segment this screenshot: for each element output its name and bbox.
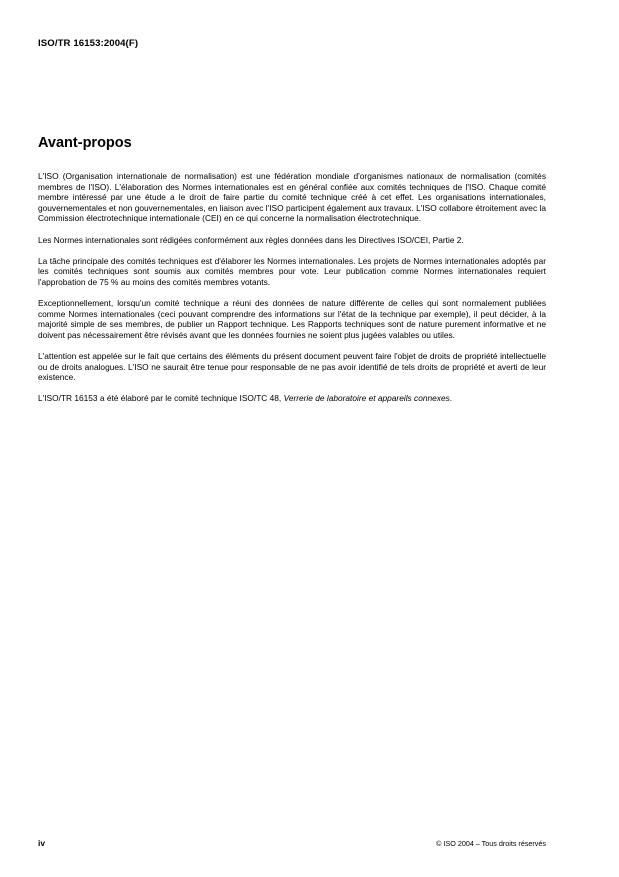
- paragraph-directives: Les Normes internationales sont rédigées conformément aux règles données dans les Directives ISO/CEI, Partie 2.: [38, 234, 464, 245]
- paragraph-patent-rights: L'attention est appelée sur le fait que certains des éléments du présent document peuvent faire l'objet de droits de propriété intellectuelle ou de droits analogues. L'ISO ne saurait être tenue pour responsable de ne pas avoir identifié de tels droits de propriété et averti de leur existence.: [38, 351, 546, 383]
- copyright-notice: © ISO 2004 – Tous droits réservés: [436, 839, 546, 848]
- paragraph-committee-responsible: [38, 393, 546, 404]
- paragraph-technical-committees: La tâche principale des comités techniques est d'élaborer les Normes internationales. Les projets de Normes internationales adoptés par les comités techniques sont soumis aux comités membres pour vote. Leur publication comme Normes internationales requiert l'approbation de 75 % au moins des comités membres votants.: [38, 255, 546, 287]
- page-title: Avant-propos: [38, 135, 132, 151]
- document-id: ISO/TR 16153:2004(F): [38, 38, 139, 49]
- page-number: iv: [38, 838, 45, 848]
- committee-statement-end: .: [449, 393, 453, 404]
- committee-statement: L'ISO/TR 16153 a été élaboré par le comité technique ISO/TC 48,: [38, 393, 284, 404]
- committee-title: Verrerie de laboratoire et appareils connexes: [283, 393, 450, 404]
- foreword-body: [38, 171, 546, 404]
- paragraph-iso-organisation: L'ISO (Organisation internationale de normalisation) est une fédération mondiale d'organismes nationaux de normalisation (comités membres de l'ISO). L'élaboration des Normes internationales est en général confiée aux comités techniques de l'ISO. Chaque comité membre intéressé par une étude a le droit de faire partie du comité technique créé à cet effet. Les organisations internationales, gouvernementales et non gouvernementales, en liaison avec l'ISO participent également aux travaux. L'ISO collabore étroitement avec la Commission électrotechnique internationale (CEI) en ce qui concerne la normalisation électrotechnique.: [38, 171, 546, 224]
- paragraph-technical-reports: Exceptionnellement, lorsqu'un comité technique a réuni des données de nature différente de celles qui sont normalement publiées comme Normes internationales (ceci pouvant comprendre des informations sur l'état de la technique par exemple), il peut décider, à la majorité simple de ses membres, de publier un Rapport technique. Les Rapports techniques sont de nature purement informative et ne doivent pas nécessairement être révisés avant que les données fournies ne soient plus jugées valables ou utiles.: [38, 298, 546, 340]
